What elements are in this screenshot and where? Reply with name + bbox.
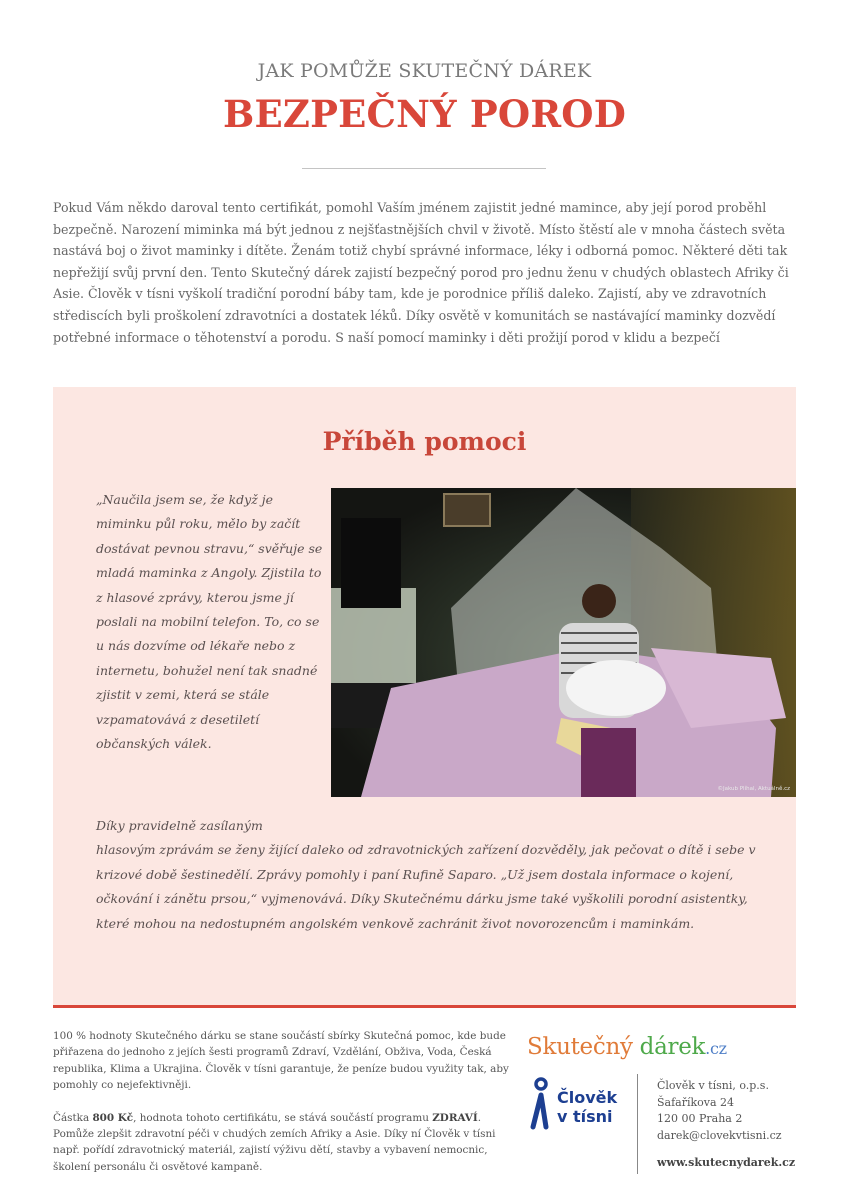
address-org-name: Člověk v tísni, o.p.s. — [657, 1079, 769, 1092]
story-photo — [331, 488, 796, 797]
address-city: 120 00 Praha 2 — [657, 1112, 743, 1126]
contact-email[interactable]: darek@clovekvtisni.cz — [657, 1128, 782, 1142]
website-link[interactable]: www.skutecnydarek.cz — [657, 1156, 796, 1169]
footer-text: , hodnota tohoto certifikátu, se stává součástí programu — [133, 1111, 433, 1124]
footer-paragraph-1: 100 % hodnoty Skutečného dárku se stane součástí sbírky Skutečná pomoc, kde bude přiřazena do jednoho z jejích šesti programů Zdraví, Vzdělání, Obživa, Voda, Česká republika, Klima a Ukrajina. Člověk v tísni garantuje, že peníze budou využity tak, aby pomohly co nejefektivněji. — [53, 1030, 509, 1092]
address-street: Šafaříkova 24 — [657, 1095, 735, 1109]
footer-text: Částka — [53, 1111, 93, 1124]
intro-paragraph: Pokud Vám někdo daroval tento certifikát, pomohl Vaším jménem zajistit jedné mamince, aby její porod proběhl bezpečně. Narození miminka má být jednou z nejšťastnějších chvil v životě. Místo štěstí ale v mnoha částech světa nastává boj o život maminky i dítěte. Ženám totiž chybí správné informace, léky i odborná pomoc. Některé děti tak nepřežijí svůj první den. Tento Skutečný dárek zajistí bezpečný porod pro jednu ženu v chudých oblastech Afriky či Asie. Člověk v tísni vyškolí tradiční porodní báby tam, kde je porodnice příliš daleko. Zajistí, aby ve zdravotních střediscích byli proškolení zdravotníci a dostatek léků. Díky osvětě v komunitách se nastávající maminky dozvědí potřebné informace o těhotenství a porodu. S naší pomocí maminky i děti prožijí porod v klidu a bezpečí — [53, 200, 789, 345]
story-quote: „Naučila jsem se, že když je miminku půl roku, mělo by začít dostávat pevnou stravu,“ svěřuje se mladá maminka z Angoly. Zjistila to z hlasové zprávy, kterou jsme jí poslali na mobilní telefon. To, co se u nás dozvíme od lékaře nebo z internetu, bohužel není tak snadné zjistit v zemi, která se stále vzpamatovává z desetiletí občanských válek. — [96, 492, 323, 752]
story-section — [53, 387, 796, 1008]
story-continuation — [96, 814, 776, 936]
logo-part-1: Skutečný — [527, 1034, 633, 1060]
org-logo-line-2: v tísni — [557, 1107, 613, 1126]
program-name: ZDRAVÍ — [432, 1111, 478, 1124]
story-title: Příběh pomoci — [322, 427, 527, 456]
logo-part-3: .cz — [705, 1039, 727, 1058]
photo-credit: ©Jakub Plíhal, Aktuálně.cz — [717, 786, 790, 792]
story-continuation-rest: hlasovým zprávám se ženy žijící daleko od zdravotnických zařízení dozvěděly, jak pečovat o dítě i sebe v krizové době šestinedělí. Zprávy pomohly i paní Rufině Saparo. „Už jsem dostala informace o kojení, očkování i zánětu prsou,“ vyjmenovává. Díky Skutečnému dárku jsme také vyškolili porodní asistentky, které mohou na nedostupném angolském venkově zachránit život novorozencům i maminkám. — [96, 842, 756, 931]
page-title: BEZPEČNÝ POROD — [223, 92, 626, 136]
org-address — [657, 1078, 782, 1144]
person-icon — [527, 1075, 557, 1133]
footer-text: . Pomůže zlepšit zdravotní péči v chudých zemích Afriky a Asie. Díky ní Člověk v tísni např. pořídí zdravotnický materiál, zajistí výživu dětí, stavby a vybavení nemocnic, školení personálu či osvětové kampaně. — [53, 1111, 496, 1173]
footer-paragraph-2 — [53, 1110, 513, 1176]
skutecny-darek-logo — [527, 1034, 727, 1060]
org-logo-line-1: Člověk — [557, 1088, 618, 1107]
photo-illustration — [331, 488, 796, 797]
org-logo-text — [557, 1088, 617, 1126]
page-subtitle: JAK POMŮŽE SKUTEČNÝ DÁREK — [257, 60, 592, 82]
footer-info — [53, 1028, 513, 1175]
title-divider — [302, 168, 546, 169]
story-continuation-first-line: Díky pravidelně zasílaným — [96, 818, 263, 833]
logo-part-2: dárek — [639, 1034, 706, 1060]
certificate-amount: 800 Kč — [92, 1111, 134, 1124]
footer-divider — [637, 1074, 638, 1174]
